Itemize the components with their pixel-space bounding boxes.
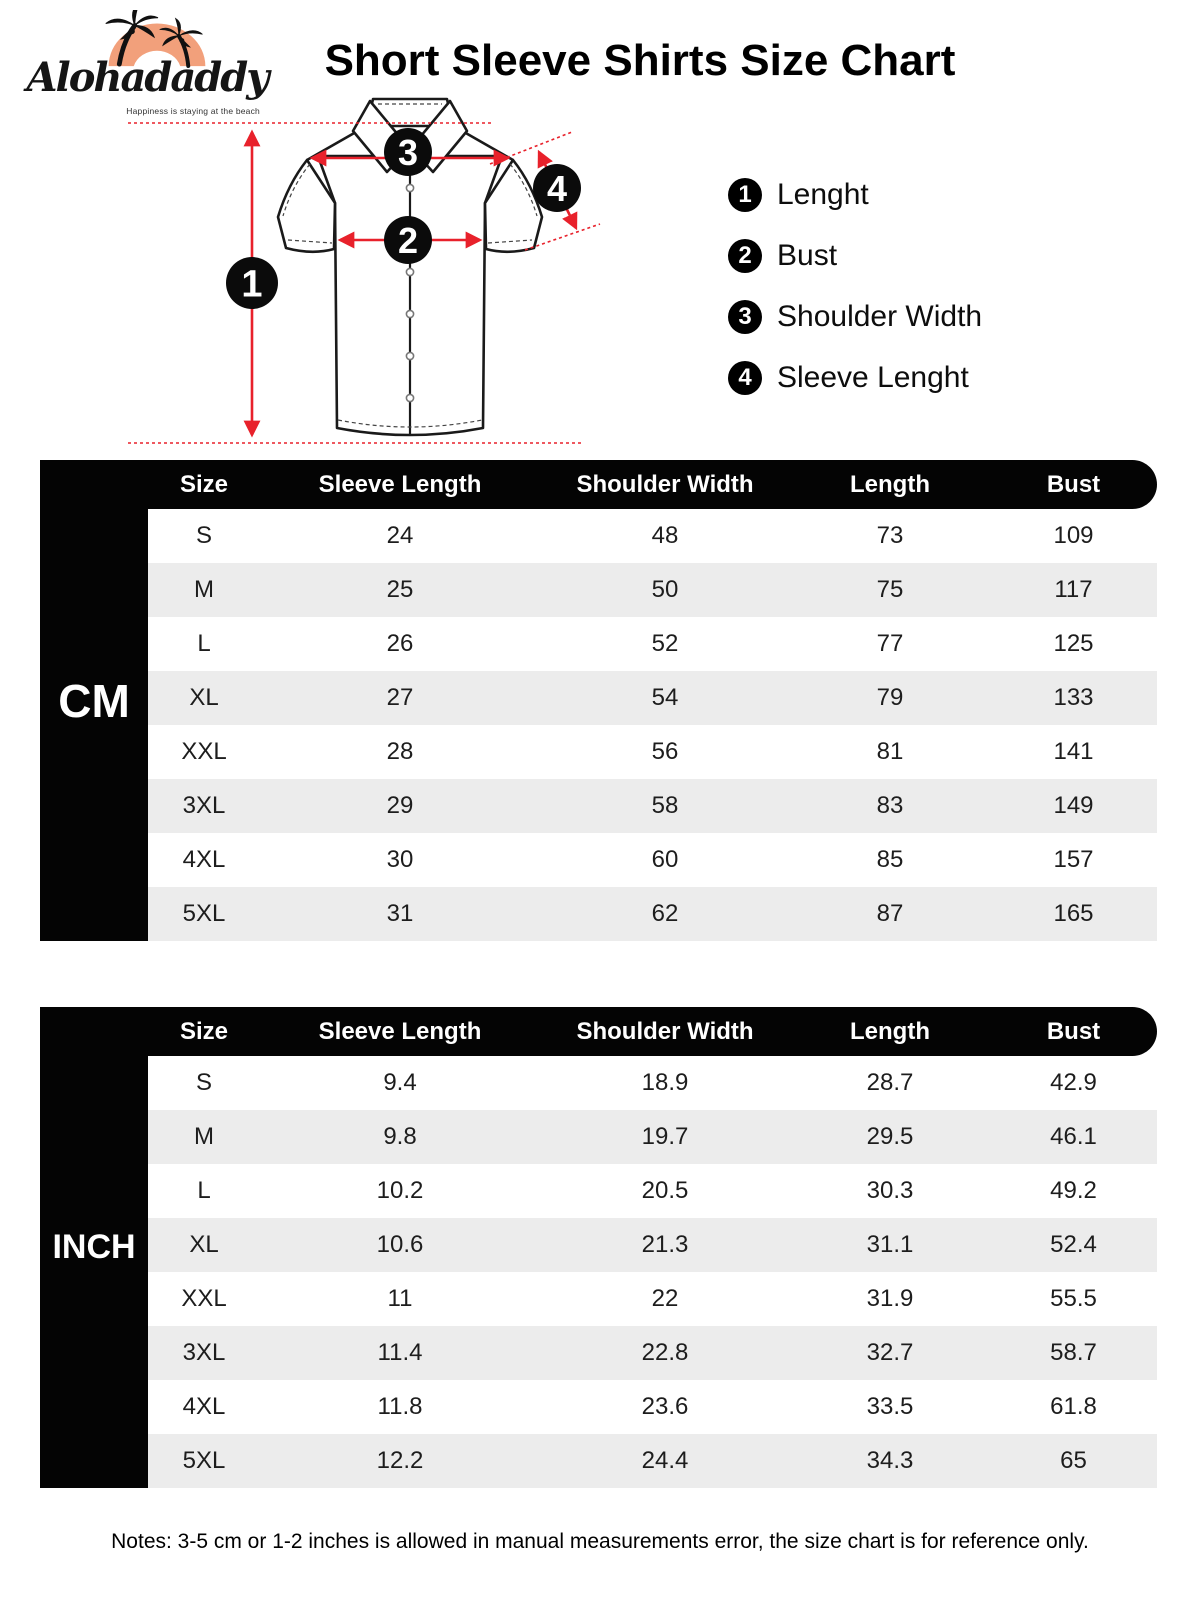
measurement-legend <box>728 178 982 422</box>
table-cell: 50 <box>651 576 679 603</box>
table-cell: 26 <box>386 630 414 657</box>
table-row <box>148 725 1157 779</box>
table-cell: 23.6 <box>641 1393 689 1420</box>
legend-label: Bust <box>777 239 838 272</box>
column-header: Shoulder Width <box>576 470 754 498</box>
table-cell: 11.4 <box>377 1339 423 1366</box>
table-cell: 81 <box>876 738 904 765</box>
table-cell: 77 <box>876 630 904 657</box>
table-cell: 62 <box>651 900 679 927</box>
table-cell: 31.1 <box>866 1231 914 1258</box>
table-cell: 55.5 <box>1050 1285 1097 1312</box>
table-cell: 48 <box>651 522 679 549</box>
table-cell: 9.8 <box>383 1123 417 1150</box>
table-cell: 34.3 <box>866 1447 914 1474</box>
shirt-measurement-diagram <box>120 88 630 458</box>
brand-tagline: Happiness is staying at the beach <box>126 106 260 116</box>
table-cell: L <box>197 630 211 657</box>
table-cell: 22 <box>651 1285 679 1312</box>
table-cell: 28 <box>386 738 414 765</box>
table-cell: 19.7 <box>641 1123 689 1150</box>
column-header: Bust <box>1046 470 1101 498</box>
table-cell: 58.7 <box>1050 1339 1097 1366</box>
legend-item <box>728 239 982 273</box>
legend-number-badge: 3 <box>728 300 762 334</box>
table-cell: 28.7 <box>866 1069 914 1096</box>
legend-item <box>728 178 982 212</box>
legend-item <box>728 300 982 334</box>
table-cell: 4XL <box>182 846 226 873</box>
table-row <box>148 617 1157 671</box>
table-cell: 24 <box>386 522 414 549</box>
table-cell: XXL <box>181 738 227 765</box>
table-cell: 85 <box>876 846 904 873</box>
unit-label-inch: INCH <box>40 1007 148 1488</box>
table-cell: 10.2 <box>376 1177 424 1204</box>
table-cell: 141 <box>1053 738 1094 765</box>
badge-1: 1 <box>241 263 263 306</box>
table-cell: XL <box>189 1231 219 1258</box>
brand-name: Alohadaddy <box>26 54 268 101</box>
table-cell: 11.8 <box>377 1393 423 1420</box>
table-body <box>148 1056 1157 1488</box>
table-header-row <box>40 460 1157 509</box>
table-cell: 20.5 <box>641 1177 689 1204</box>
table-cell: 3XL <box>182 1339 226 1366</box>
table-cell: 46.1 <box>1050 1123 1097 1150</box>
column-header: Size <box>179 470 229 498</box>
table-cell: 52.4 <box>1050 1231 1097 1258</box>
badge-4: 4 <box>546 168 568 209</box>
table-row <box>148 887 1157 941</box>
table-cell: 33.5 <box>866 1393 914 1420</box>
table-cell: 3XL <box>182 792 226 819</box>
table-row <box>148 563 1157 617</box>
table-cell: 12.2 <box>376 1447 424 1474</box>
table-cell: 60 <box>651 846 679 873</box>
unit-label-cm: CM <box>40 460 148 941</box>
badge-3: 3 <box>397 132 419 173</box>
table-row <box>148 1056 1157 1110</box>
column-header: Shoulder Width <box>576 1017 754 1045</box>
legend-label: Shoulder Width <box>777 300 983 333</box>
table-row <box>148 779 1157 833</box>
table-row <box>148 1272 1157 1326</box>
table-cell: 11 <box>387 1285 413 1312</box>
legend-item <box>728 361 982 395</box>
legend-number-badge: 4 <box>728 361 762 395</box>
table-cell: 5XL <box>182 900 226 927</box>
table-cell: 9.4 <box>383 1069 417 1096</box>
table-cell: XXL <box>181 1285 227 1312</box>
table-cell: 10.6 <box>376 1231 424 1258</box>
table-cell: 157 <box>1053 846 1094 873</box>
table-cell: 87 <box>876 900 904 927</box>
table-cell: 18.9 <box>641 1069 689 1096</box>
table-cell: 31 <box>386 900 414 927</box>
table-body <box>148 509 1157 941</box>
table-row <box>148 1218 1157 1272</box>
column-header: Length <box>850 470 930 498</box>
column-header: Bust <box>1046 1017 1101 1045</box>
table-cell: 5XL <box>182 1447 226 1474</box>
table-cell: 73 <box>876 522 904 549</box>
size-table-inch <box>40 1007 1157 1488</box>
table-header-row <box>40 1007 1157 1056</box>
table-cell: 83 <box>876 792 904 819</box>
table-cell: 109 <box>1053 522 1094 549</box>
table-cell: 54 <box>651 684 679 711</box>
badge-2: 2 <box>397 220 419 261</box>
legend-number-badge: 1 <box>728 178 762 212</box>
table-cell: 22.8 <box>641 1339 689 1366</box>
table-cell: 149 <box>1053 792 1094 819</box>
table-cell: 29 <box>386 792 414 819</box>
table-cell: 52 <box>651 630 679 657</box>
table-cell: 125 <box>1053 630 1094 657</box>
table-row <box>148 1110 1157 1164</box>
table-cell: 4XL <box>182 1393 226 1420</box>
column-header: Size <box>179 1017 229 1045</box>
table-cell: 58 <box>651 792 679 819</box>
legend-number-badge: 2 <box>728 239 762 273</box>
table-cell: 133 <box>1053 684 1094 711</box>
table-cell: 29.5 <box>866 1123 914 1150</box>
table-cell: L <box>197 1177 211 1204</box>
table-cell: 31.9 <box>866 1285 914 1312</box>
table-cell: XL <box>189 684 219 711</box>
table-row <box>148 1380 1157 1434</box>
legend-label: Sleeve Lenght <box>777 361 969 394</box>
table-row <box>148 833 1157 887</box>
column-header: Sleeve Length <box>318 1017 482 1045</box>
column-header: Length <box>850 1017 930 1045</box>
page-title: Short Sleeve Shirts Size Chart <box>324 36 956 85</box>
table-row <box>148 1326 1157 1380</box>
table-cell: 56 <box>651 738 679 765</box>
column-header: Sleeve Length <box>318 470 482 498</box>
table-cell: 117 <box>1054 576 1093 603</box>
size-table-cm <box>40 460 1157 941</box>
table-cell: 30.3 <box>866 1177 914 1204</box>
table-cell: 24.4 <box>641 1447 689 1474</box>
table-cell: 165 <box>1053 900 1094 927</box>
table-cell: M <box>194 1123 214 1150</box>
table-row <box>148 1434 1157 1488</box>
table-cell: 30 <box>386 846 414 873</box>
table-cell: 75 <box>876 576 904 603</box>
table-row <box>148 671 1157 725</box>
table-cell: M <box>194 576 214 603</box>
table-row <box>148 1164 1157 1218</box>
legend-label: Lenght <box>777 178 869 211</box>
table-cell: S <box>195 522 212 549</box>
table-cell: 61.8 <box>1050 1393 1097 1420</box>
table-cell: 32.7 <box>866 1339 914 1366</box>
table-row <box>148 509 1157 563</box>
table-cell: 25 <box>386 576 414 603</box>
table-cell: 42.9 <box>1050 1069 1097 1096</box>
table-cell: 21.3 <box>641 1231 689 1258</box>
table-cell: S <box>195 1069 212 1096</box>
table-cell: 27 <box>386 684 414 711</box>
table-cell: 79 <box>876 684 904 711</box>
table-cell: 65 <box>1060 1447 1087 1474</box>
table-cell: 49.2 <box>1050 1177 1097 1204</box>
notes-text: Notes: 3-5 cm or 1-2 inches is allowed in manual measurements error, the size chart is for reference only. <box>111 1530 1089 1553</box>
